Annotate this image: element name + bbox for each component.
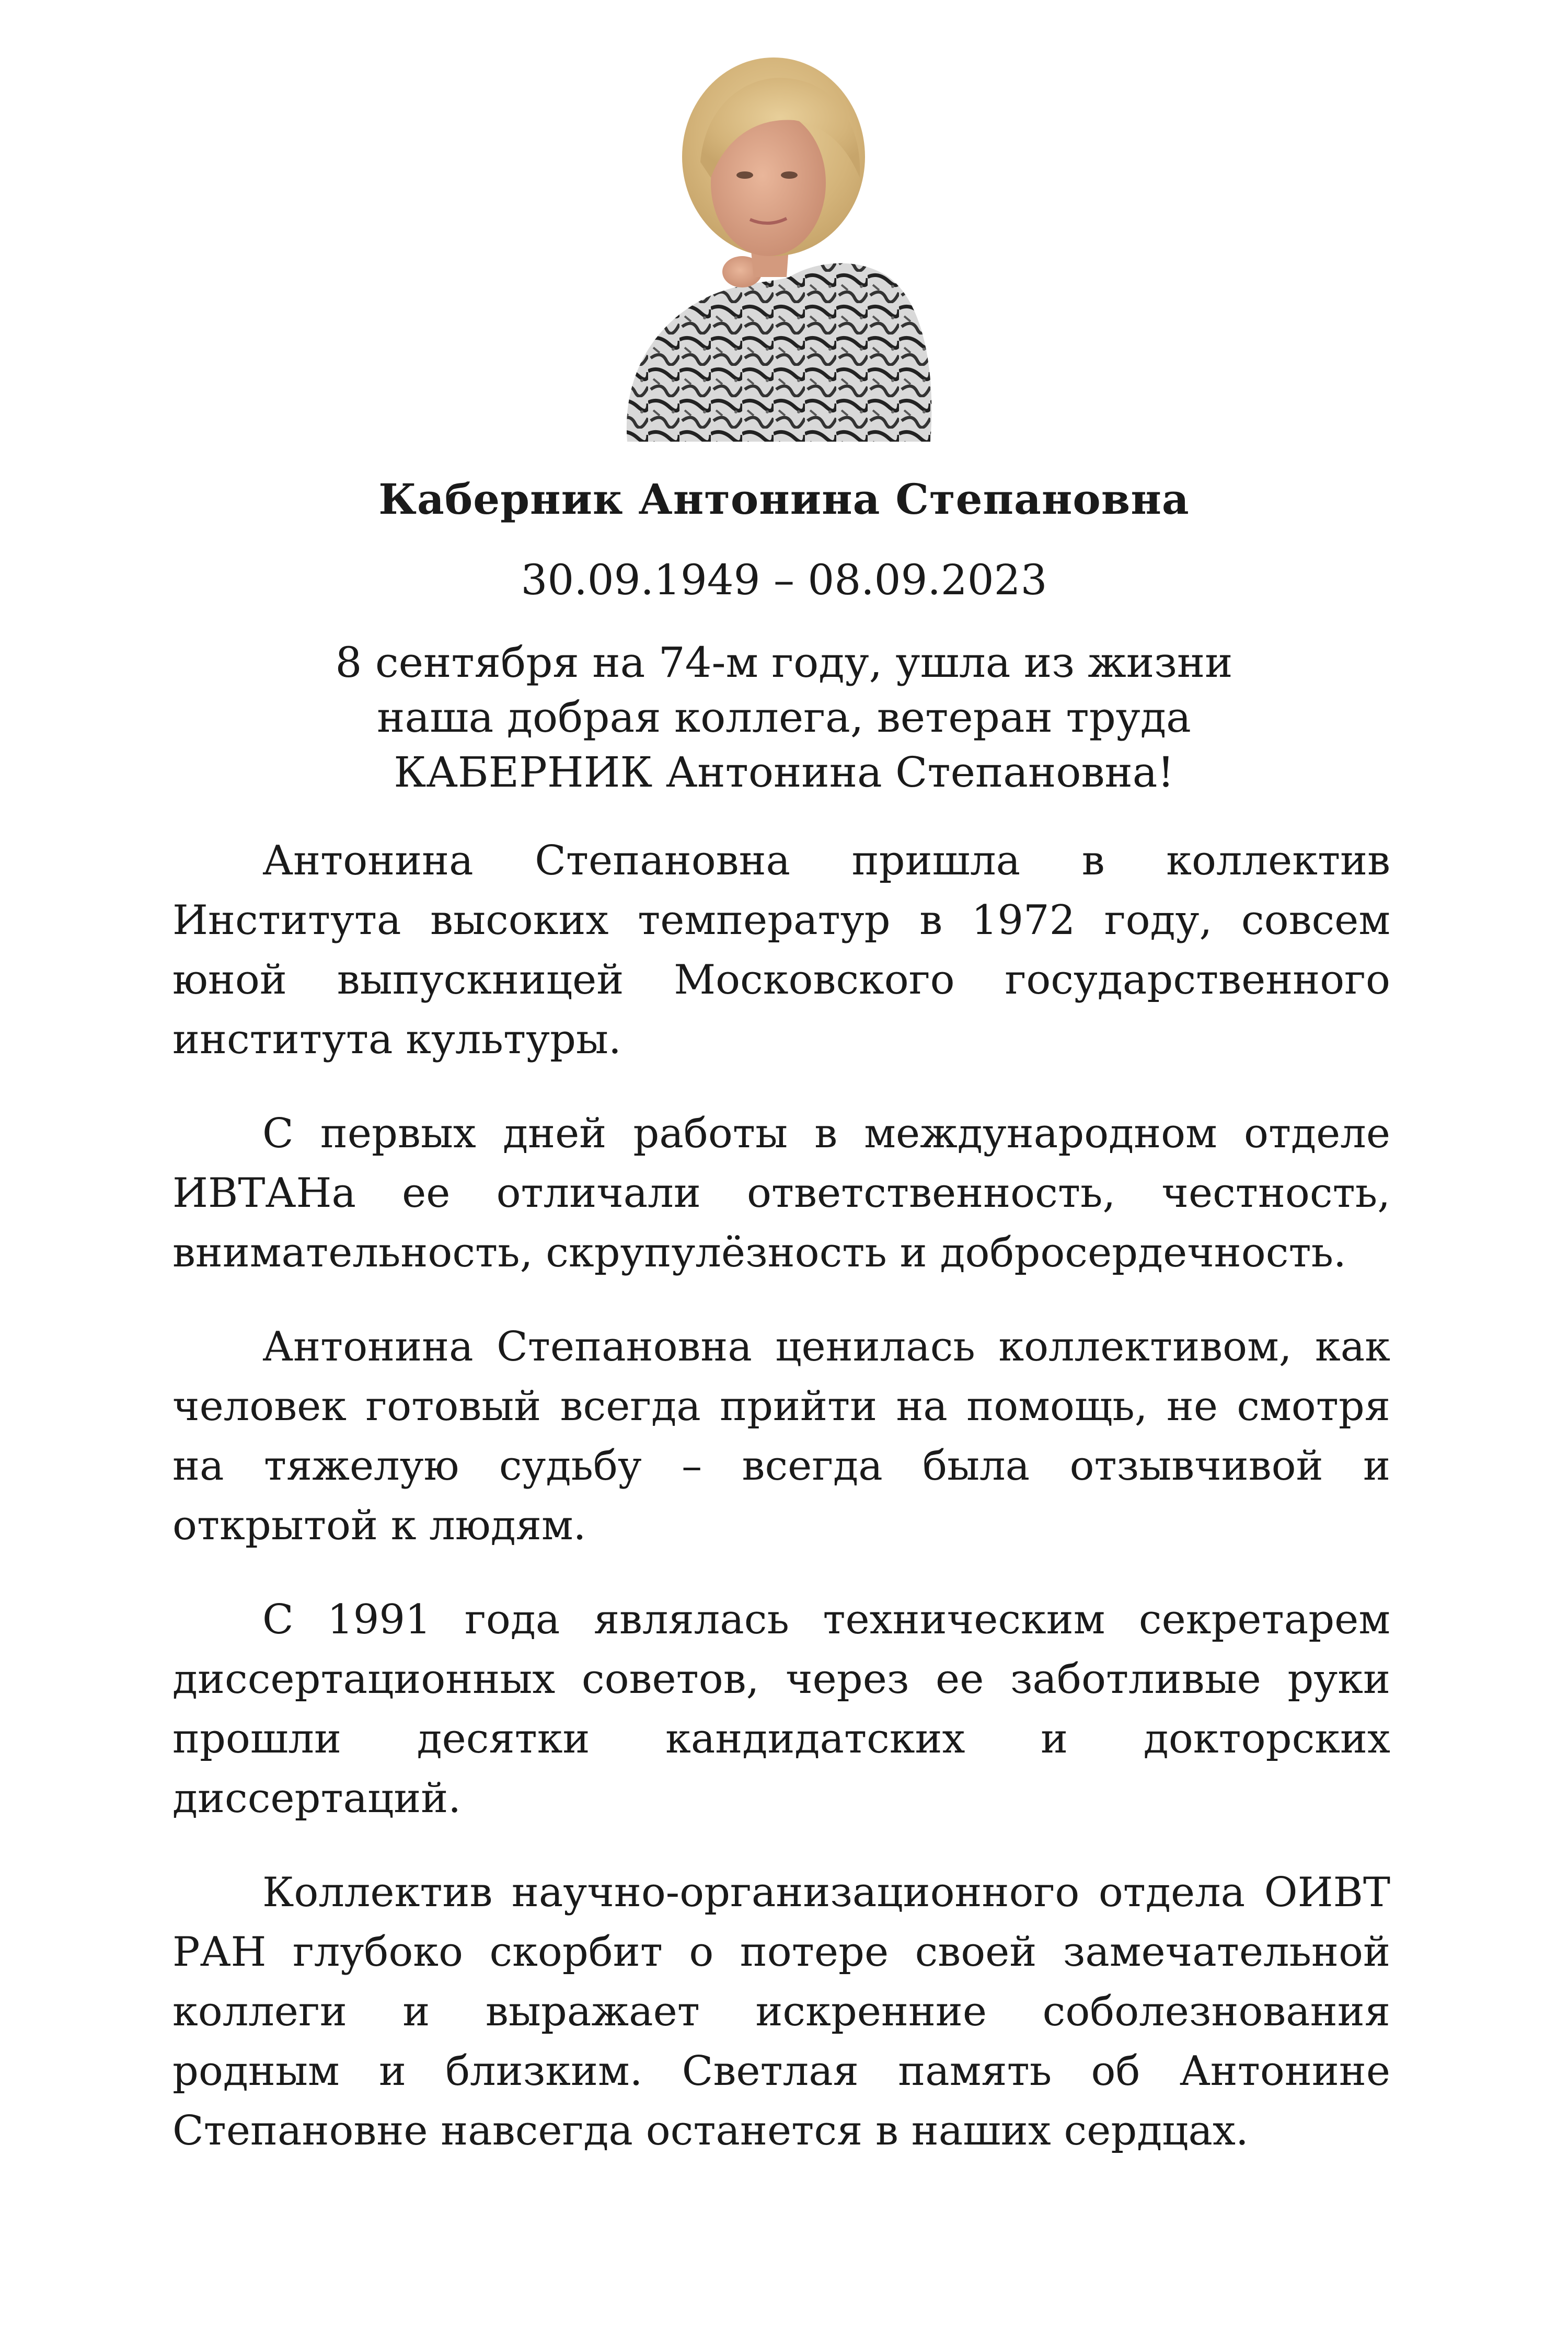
announcement-line: КАБЕРНИК Антонина Степановна! [394,748,1174,797]
announcement-line: наша добрая коллега, ветеран труда [377,693,1191,742]
paragraph: Антонина Степановна ценилась коллективом, как человек готовый всегда прийти на помощь, не смотря на тяжелую судьбу – всегда была отзывчивой и открытой к людям. [172,1323,1390,1549]
life-dates: 30.09.1949 – 08.09.2023 [521,556,1047,604]
paragraph: С 1991 года являлась техническим секретарем диссертационных советов, через ее заботливые руки прошли десятки кандидатских и докторских диссертаций. [172,1596,1390,1822]
portrait-photo [617,52,951,442]
paragraph: Коллектив научно-организационного отдела ОИВТ РАН глубоко скорбит о потере своей замечательной коллеги и выражает искренние соболезнования родным и близким. Светлая память об Антонине Степановне навсегда останется в наших сердцах. [172,1869,1390,2154]
announcement [0,635,1568,800]
paragraph: С первых дней работы в международном отделе ИВТАНа ее отличали ответственность, честность, внимательность, скрупулёзность и добросердечность. [172,1110,1390,1276]
obituary-body [172,831,1390,2195]
announcement-line: 8 сентября на 74-м году, ушла из жизни [335,638,1233,687]
paragraph: Антонина Степановна пришла в коллектив Института высоких температур в 1972 году, совсем юной выпускницей Московского государственного института культуры. [172,837,1390,1063]
deceased-name: Каберник Антонина Степановна [378,475,1190,524]
